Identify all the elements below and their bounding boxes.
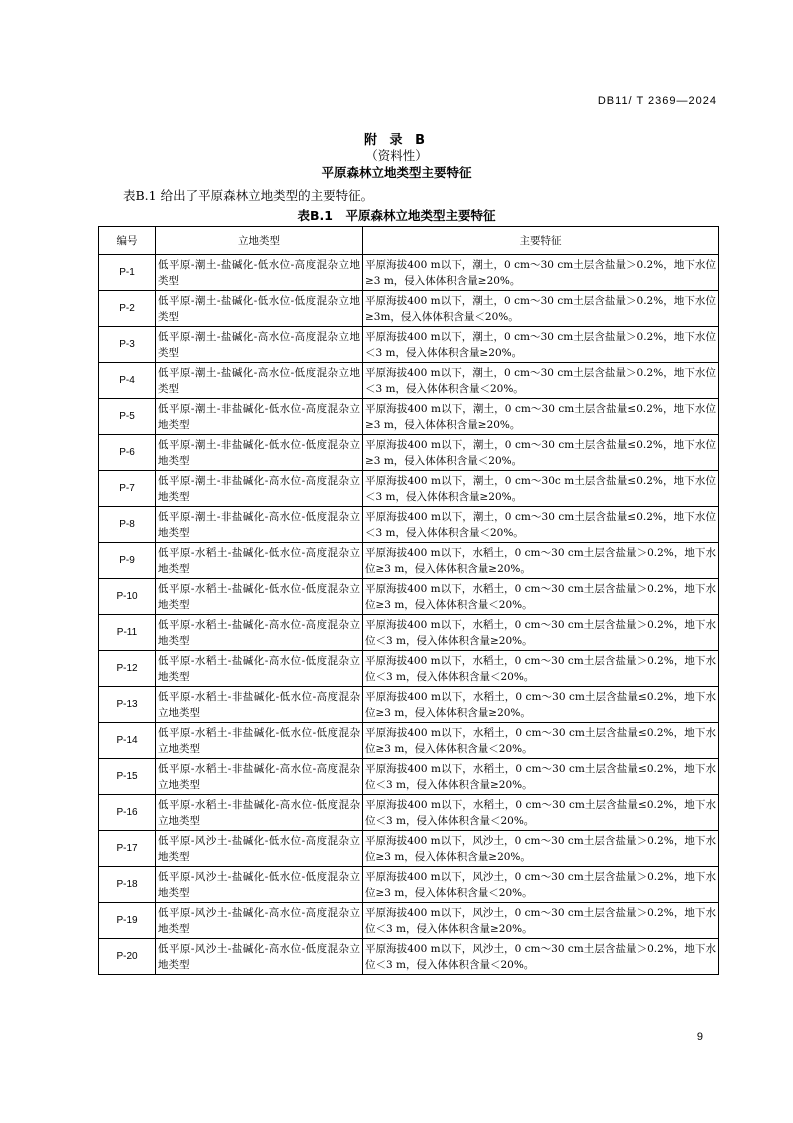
cell-code: P-1	[99, 255, 156, 291]
appendix-subtitle: （资料性）	[365, 148, 428, 163]
appendix-title: 附 录 B	[364, 133, 429, 148]
cell-code: P-7	[99, 471, 156, 507]
cell-code: P-20	[99, 939, 156, 975]
table-caption: 表B.1 平原森林立地类型主要特征	[297, 208, 496, 223]
table-row	[99, 471, 719, 507]
cell-code: P-14	[99, 723, 156, 759]
table-row	[99, 831, 719, 867]
cell-feature: 平原海拔400 m以下，水稻土，0 cm～30 cm土层含盐量＞0.2%，地下水位≥3 m，侵入体体积含量≥20%。	[363, 543, 719, 579]
cell-site-type: 低平原-潮土-盐碱化-低水位-低度混杂立地类型	[156, 291, 363, 327]
cell-feature: 平原海拔400 m以下，水稻土，0 cm～30 cm土层含盐量≤0.2%，地下水位＜3 m，侵入体体积含量≥20%。	[363, 759, 719, 795]
cell-site-type: 低平原-风沙土-盐碱化-低水位-低度混杂立地类型	[156, 867, 363, 903]
table-row	[99, 399, 719, 435]
cell-site-type: 低平原-潮土-盐碱化-高水位-高度混杂立地类型	[156, 327, 363, 363]
cell-site-type: 低平原-风沙土-盐碱化-高水位-高度混杂立地类型	[156, 903, 363, 939]
header-type: 立地类型	[156, 227, 363, 255]
cell-code: P-16	[99, 795, 156, 831]
table-row	[99, 579, 719, 615]
cell-site-type: 低平原-潮土-非盐碱化-低水位-高度混杂立地类型	[156, 399, 363, 435]
cell-code: P-2	[99, 291, 156, 327]
cell-feature: 平原海拔400 m以下，水稻土，0 cm～30 cm土层含盐量≤0.2%，地下水位≥3 m，侵入体体积含量≥20%。	[363, 687, 719, 723]
cell-feature: 平原海拔400 m以下，风沙土，0 cm～30 cm土层含盐量＞0.2%，地下水位≥3 m，侵入体体积含量≥20%。	[363, 831, 719, 867]
cell-site-type: 低平原-风沙土-盐碱化-低水位-高度混杂立地类型	[156, 831, 363, 867]
table-row	[99, 291, 719, 327]
table-row	[99, 687, 719, 723]
cell-code: P-12	[99, 651, 156, 687]
cell-feature: 平原海拔400 m以下，潮土，0 cm～30 cm土层含盐量＞0.2%，地下水位≥3m，侵入体体积含量＜20%。	[363, 291, 719, 327]
cell-code: P-10	[99, 579, 156, 615]
cell-site-type: 低平原-水稻土-非盐碱化-低水位-低度混杂立地类型	[156, 723, 363, 759]
cell-feature: 平原海拔400 m以下，潮土，0 cm～30 cm土层含盐量≤0.2%，地下水位≥3 m，侵入体体积含量≥20%。	[363, 399, 719, 435]
document-code: DB11/ T 2369—2024	[597, 95, 717, 107]
cell-code: P-5	[99, 399, 156, 435]
cell-site-type: 低平原-水稻土-非盐碱化-高水位-高度混杂立地类型	[156, 759, 363, 795]
cell-site-type: 低平原-水稻土-盐碱化-低水位-低度混杂立地类型	[156, 579, 363, 615]
site-type-features-table	[98, 226, 719, 975]
table-row	[99, 363, 719, 399]
cell-feature: 平原海拔400 m以下，潮土，0 cm～30 cm土层含盐量≤0.2%，地下水位＜3 m，侵入体体积含量＜20%。	[363, 507, 719, 543]
cell-feature: 平原海拔400 m以下，水稻土，0 cm～30 cm土层含盐量≤0.2%，地下水位≥3 m，侵入体体积含量＜20%。	[363, 723, 719, 759]
cell-feature: 平原海拔400 m以下，潮土，0 cm～30 cm土层含盐量≤0.2%，地下水位≥3 m，侵入体体积含量＜20%。	[363, 435, 719, 471]
table-row	[99, 795, 719, 831]
table-row	[99, 507, 719, 543]
table-row	[99, 435, 719, 471]
cell-site-type: 低平原-水稻土-非盐碱化-低水位-高度混杂立地类型	[156, 687, 363, 723]
intro-paragraph: 表B.1 给出了平原森林立地类型的主要特征。	[123, 188, 374, 203]
cell-code: P-17	[99, 831, 156, 867]
cell-feature: 平原海拔400 m以下，潮土，0 cm～30 cm土层含盐量＞0.2%，地下水位≥3 m，侵入体体积含量≥20%。	[363, 255, 719, 291]
cell-code: P-11	[99, 615, 156, 651]
cell-site-type: 低平原-风沙土-盐碱化-高水位-低度混杂立地类型	[156, 939, 363, 975]
header-code: 编号	[99, 227, 156, 255]
cell-code: P-18	[99, 867, 156, 903]
cell-feature: 平原海拔400 m以下，水稻土，0 cm～30 cm土层含盐量≤0.2%，地下水位＜3 m，侵入体体积含量＜20%。	[363, 795, 719, 831]
cell-code: P-9	[99, 543, 156, 579]
table-header-row	[99, 227, 719, 255]
table-row	[99, 723, 719, 759]
cell-feature: 平原海拔400 m以下，风沙土，0 cm～30 cm土层含盐量＞0.2%，地下水位＜3 m，侵入体体积含量≥20%。	[363, 903, 719, 939]
cell-feature: 平原海拔400 m以下，水稻土，0 cm～30 cm土层含盐量＞0.2%，地下水位≥3 m，侵入体体积含量＜20%。	[363, 579, 719, 615]
cell-code: P-19	[99, 903, 156, 939]
cell-feature: 平原海拔400 m以下，潮土，0 cm～30 cm土层含盐量＞0.2%，地下水位＜3 m，侵入体体积含量＜20%。	[363, 363, 719, 399]
table-row	[99, 255, 719, 291]
table-row	[99, 903, 719, 939]
table-row	[99, 327, 719, 363]
table-row	[99, 939, 719, 975]
cell-code: P-4	[99, 363, 156, 399]
header-feature: 主要特征	[363, 227, 719, 255]
section-title: 平原森林立地类型主要特征	[321, 165, 472, 180]
table-row	[99, 651, 719, 687]
cell-code: P-6	[99, 435, 156, 471]
table-row	[99, 867, 719, 903]
cell-feature: 平原海拔400 m以下，风沙土，0 cm～30 cm土层含盐量＞0.2%，地下水位＜3 m，侵入体体积含量＜20%。	[363, 939, 719, 975]
cell-site-type: 低平原-水稻土-非盐碱化-高水位-低度混杂立地类型	[156, 795, 363, 831]
cell-site-type: 低平原-潮土-盐碱化-低水位-高度混杂立地类型	[156, 255, 363, 291]
cell-code: P-13	[99, 687, 156, 723]
table-row	[99, 543, 719, 579]
cell-feature: 平原海拔400 m以下，水稻土，0 cm～30 cm土层含盐量＞0.2%，地下水位＜3 m，侵入体体积含量≥20%。	[363, 615, 719, 651]
cell-site-type: 低平原-潮土-非盐碱化-高水位-低度混杂立地类型	[156, 507, 363, 543]
cell-site-type: 低平原-水稻土-盐碱化-高水位-低度混杂立地类型	[156, 651, 363, 687]
cell-code: P-8	[99, 507, 156, 543]
table-row	[99, 615, 719, 651]
table-row	[99, 759, 719, 795]
cell-site-type: 低平原-水稻土-盐碱化-高水位-高度混杂立地类型	[156, 615, 363, 651]
cell-site-type: 低平原-水稻土-盐碱化-低水位-高度混杂立地类型	[156, 543, 363, 579]
table-body	[99, 255, 719, 975]
cell-site-type: 低平原-潮土-盐碱化-高水位-低度混杂立地类型	[156, 363, 363, 399]
cell-site-type: 低平原-潮土-非盐碱化-高水位-高度混杂立地类型	[156, 471, 363, 507]
page-number: 9	[696, 1031, 703, 1043]
cell-feature: 平原海拔400 m以下，风沙土，0 cm～30 cm土层含盐量＞0.2%，地下水位≥3 m，侵入体体积含量＜20%。	[363, 867, 719, 903]
cell-code: P-15	[99, 759, 156, 795]
cell-code: P-3	[99, 327, 156, 363]
cell-feature: 平原海拔400 m以下，潮土，0 cm～30 cm土层含盐量＞0.2%，地下水位＜3 m，侵入体体积含量≥20%。	[363, 327, 719, 363]
cell-feature: 平原海拔400 m以下，水稻土，0 cm～30 cm土层含盐量＞0.2%，地下水位＜3 m，侵入体体积含量＜20%。	[363, 651, 719, 687]
cell-site-type: 低平原-潮土-非盐碱化-低水位-低度混杂立地类型	[156, 435, 363, 471]
cell-feature: 平原海拔400 m以下，潮土，0 cm～30c m土层含盐量≤0.2%，地下水位＜3 m，侵入体体积含量≥20%。	[363, 471, 719, 507]
